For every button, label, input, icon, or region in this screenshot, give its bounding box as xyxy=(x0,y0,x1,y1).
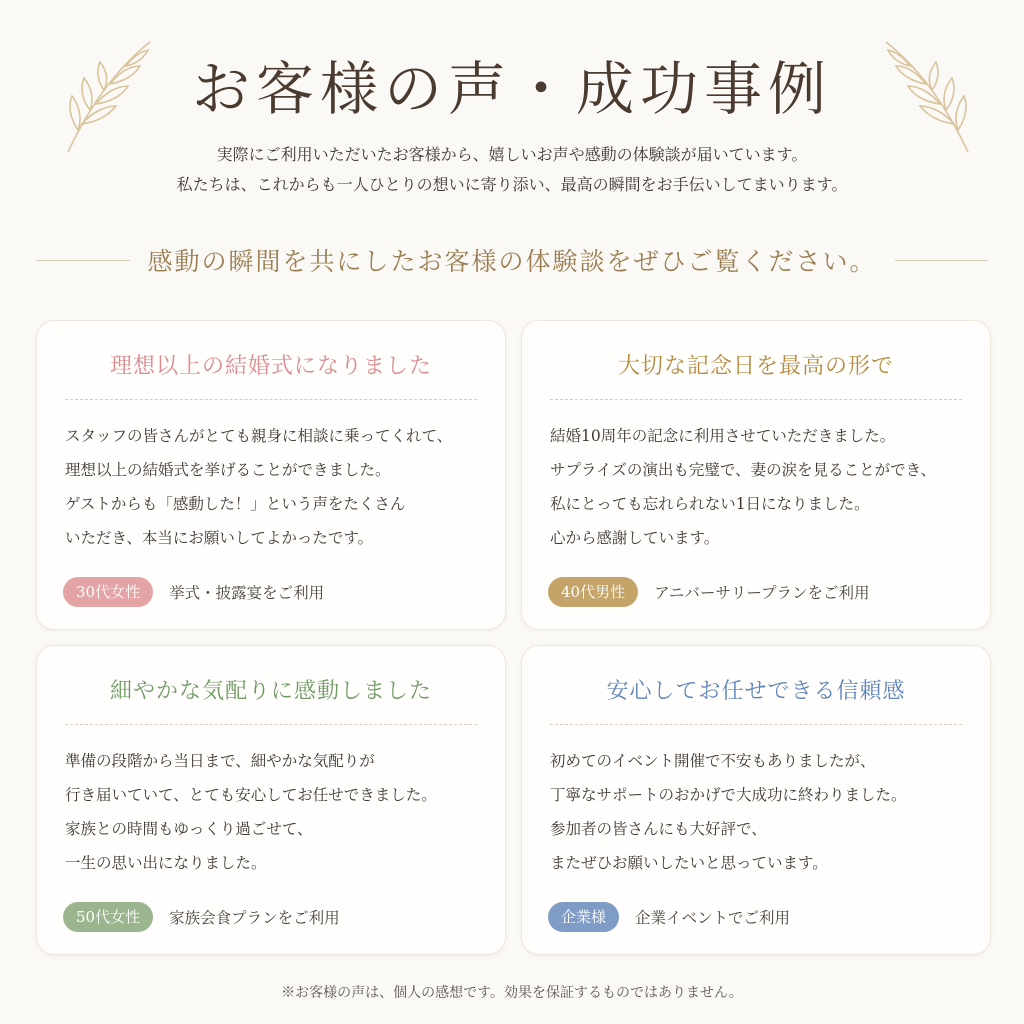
testimonial-card xyxy=(36,645,506,955)
testimonial-line: 参加者の皆さんにも大好評で、 xyxy=(550,820,767,838)
testimonial-footer xyxy=(548,577,870,607)
subheading-divider-left xyxy=(36,260,130,261)
testimonial-line: 初めてのイベント開催で不安もありましたが、 xyxy=(550,752,876,770)
testimonial-footer xyxy=(63,577,324,607)
customer-badge: 30代女性 xyxy=(63,577,153,607)
card-divider xyxy=(65,399,477,400)
plan-label: アニバーサリープランをご利用 xyxy=(654,584,870,602)
testimonial-line: またぜひお願いしたいと思っています。 xyxy=(550,854,828,872)
subheading-text: 感動の瞬間を共にしたお客様の体験談をぜひご覧ください。 xyxy=(147,247,877,276)
customer-badge: 企業様 xyxy=(548,902,619,932)
testimonial-body xyxy=(550,744,970,880)
testimonial-line: 丁寧なサポートのおかげで大成功に終わりました。 xyxy=(550,786,907,804)
testimonial-card xyxy=(521,645,991,955)
plan-label: 挙式・披露宴をご利用 xyxy=(169,584,325,602)
intro-text xyxy=(0,140,1024,200)
testimonial-line: ゲストからも「感動した！」という声をたくさん xyxy=(65,495,406,513)
testimonial-line: 心から感謝しています。 xyxy=(550,529,720,547)
testimonial-line: 準備の段階から当日まで、細やかな気配りが xyxy=(65,752,375,770)
testimonial-line: 一生の思い出になりました。 xyxy=(65,854,267,872)
testimonial-body xyxy=(65,419,485,555)
testimonial-card xyxy=(36,320,506,630)
testimonial-line: サプライズの演出も完璧で、妻の涙を見ることができ、 xyxy=(550,461,936,479)
customer-badge: 50代女性 xyxy=(63,902,153,932)
intro-line: 実際にご利用いただいたお客様から、嬉しいお声や感動の体験談が届いています。 xyxy=(216,145,808,164)
testimonial-line: 理想以上の結婚式を挙げることができました。 xyxy=(65,461,391,479)
testimonial-body xyxy=(65,744,485,880)
testimonial-line: 家族との時間もゆっくり過ごせて、 xyxy=(65,820,313,838)
customer-badge: 40代男性 xyxy=(548,577,638,607)
testimonial-line: いただき、本当にお願いしてよかったです。 xyxy=(65,529,374,547)
section-subheading xyxy=(36,240,988,280)
testimonial-heading: 安心してお任せできる信頼感 xyxy=(606,679,906,704)
plan-label: 企業イベントでご利用 xyxy=(635,909,791,927)
testimonial-body xyxy=(550,419,970,555)
plan-label: 家族会食プランをご利用 xyxy=(169,909,340,927)
testimonial-line: 私にとっても忘れられない1日になりました。 xyxy=(550,495,870,513)
testimonial-line: スタッフの皆さんがとても親身に相談に乗ってくれて、 xyxy=(65,427,453,445)
testimonial-heading: 細やかな気配りに感動しました xyxy=(109,679,432,704)
intro-line: 私たちは、これからも一人ひとりの想いに寄り添い、最高の瞬間をお手伝いしてまいります。 xyxy=(176,175,848,194)
subheading-divider-right xyxy=(895,260,989,261)
testimonial-footer xyxy=(548,902,790,932)
card-divider xyxy=(550,399,962,400)
testimonial-heading: 理想以上の結婚式になりました xyxy=(109,354,432,379)
testimonial-footer xyxy=(63,902,340,932)
testimonial-line: 行き届いていて、とても安心してお任せできました。 xyxy=(65,786,437,804)
disclaimer-note: ※お客様の声は、個人の感想です。効果を保証するものではありません。 xyxy=(281,985,743,1001)
page-title: お客様の声・成功事例 xyxy=(191,55,832,123)
card-divider xyxy=(65,724,477,725)
testimonial-heading: 大切な記念日を最高の形で xyxy=(617,354,894,379)
testimonial-card xyxy=(521,320,991,630)
testimonial-line: 結婚10周年の記念に利用させていただきました。 xyxy=(550,427,896,445)
card-divider xyxy=(550,724,962,725)
